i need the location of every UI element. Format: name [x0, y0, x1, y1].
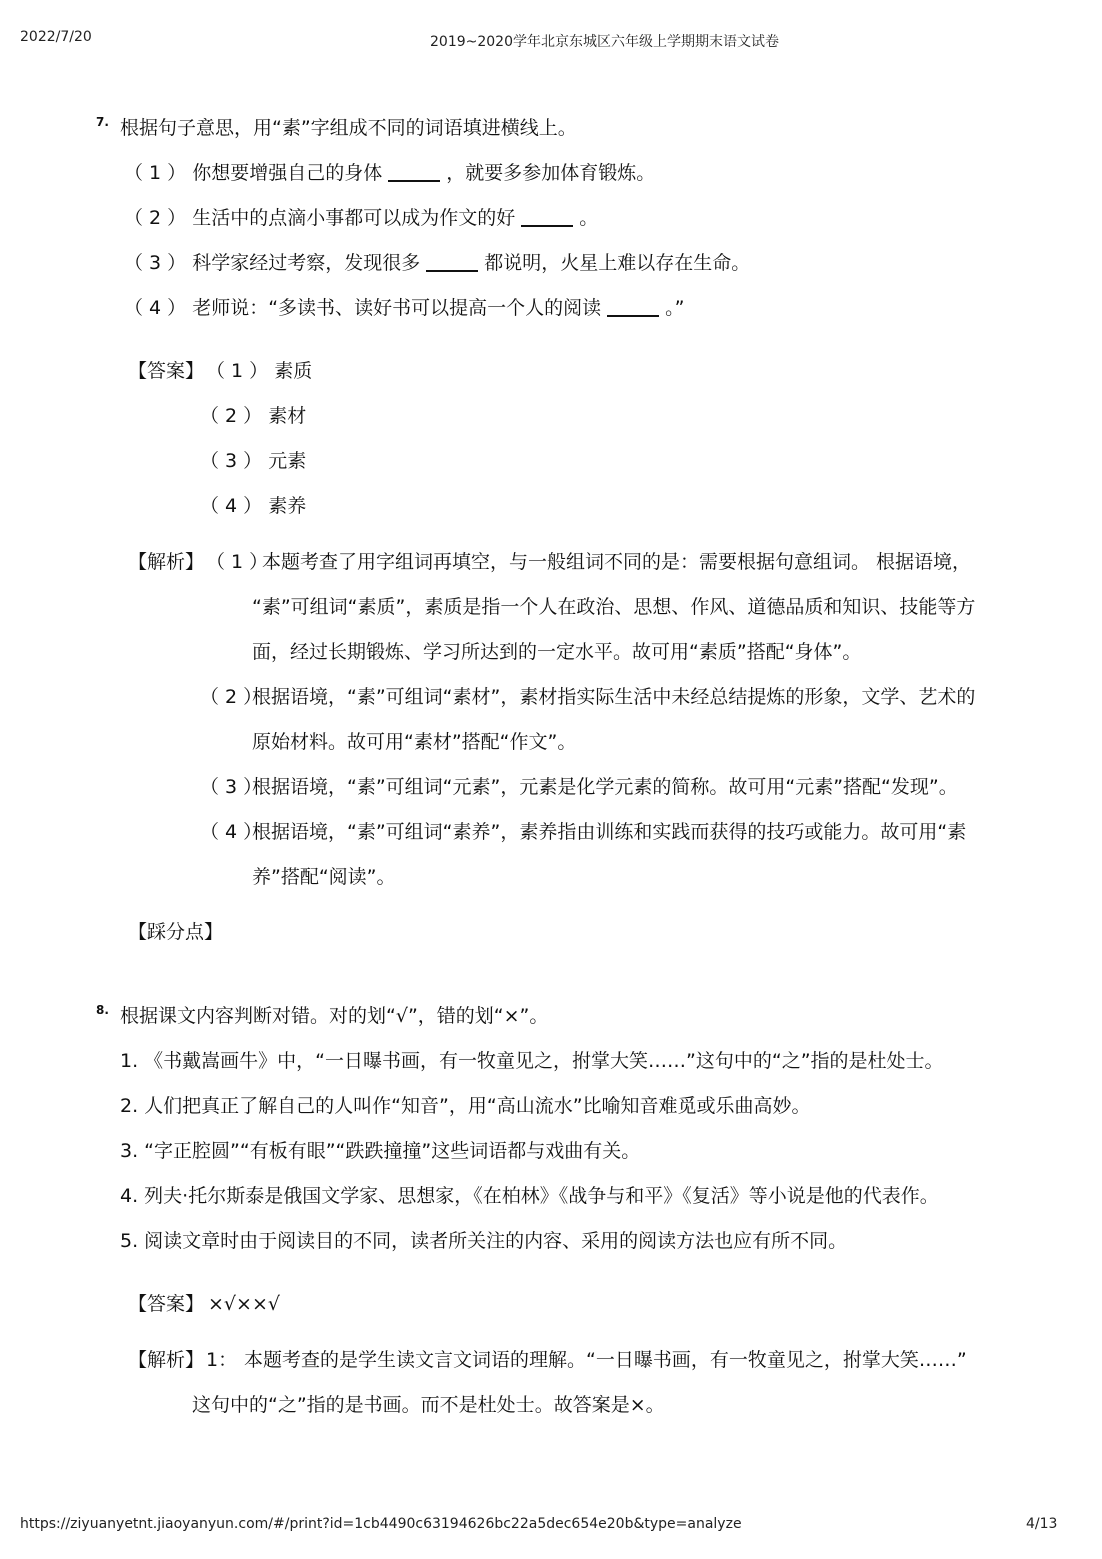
answer-text: 元素	[268, 450, 307, 472]
q7-analysis-4-line-2: 养”搭配“阅读”。	[252, 866, 396, 888]
q8-analysis-label: 【解析】	[128, 1349, 205, 1371]
answer-num: （ 4 ）	[200, 495, 263, 517]
q7-item-1	[124, 164, 655, 183]
q8-item-2: 2. 人们把真正了解自己的人叫作“知音”，用“高山流水”比喻知音难觅或乐曲高妙。	[120, 1095, 811, 1117]
answer-blank	[521, 224, 573, 227]
q7-analysis-4-num: （ 4 ）	[200, 821, 263, 843]
q7-analysis-2-line-1: 根据语境，“素”可组词“素材”，素材指实际生活中未经总结提炼的形象，文学、艺术的	[252, 686, 976, 708]
q7-points-label: 【踩分点】	[128, 921, 224, 943]
q8-analysis-num: 1：	[206, 1349, 238, 1371]
q7-analysis-3-line-1: 根据语境，“素”可组词“元素”，元素是化学元素的简称。故可用“元素”搭配“发现”。	[252, 776, 958, 798]
item-text-after: ，就要多参加体育锻炼。	[446, 162, 656, 184]
q8-stem: 根据课文内容判断对错。对的划“√”，错的划“×”。	[120, 1005, 549, 1027]
answer-blank	[426, 269, 478, 272]
q8-item-5: 5. 阅读文章时由于阅读目的不同，读者所关注的内容、采用的阅读方法也应有所不同。	[120, 1230, 848, 1252]
q7-item-4	[124, 299, 684, 318]
item-text-after: 。”	[665, 297, 685, 319]
item-text-before: 生活中的点滴小事都可以成为作文的好	[192, 207, 516, 229]
item-text-before: 科学家经过考察，发现很多	[192, 252, 421, 274]
footer-url[interactable]: https://ziyuanyetnt.jiaoyanyun.com/#/print?id=1cb4490c63194626bc22a5dec654e20b&type=analyze	[20, 1516, 742, 1532]
q7-answer-1	[206, 362, 312, 381]
q7-analysis-1-line-3: 面，经过长期锻炼、学习所达到的一定水平。故可用“素质”搭配“身体”。	[252, 641, 862, 663]
q8-number: 8.	[96, 1003, 109, 1017]
q7-analysis-4-line-1: 根据语境，“素”可组词“素养”，素养指由训练和实践而获得的技巧或能力。故可用“素	[252, 821, 967, 843]
q7-answer-3	[200, 452, 306, 471]
q7-stem: 根据句子意思，用“素”字组成不同的词语填进横线上。	[120, 117, 577, 139]
q8-analysis-line-1: 本题考查的是学生读文言文词语的理解。“一日曝书画，有一牧童见之，拊掌大笑……”	[244, 1349, 967, 1371]
q8-analysis-line-2: 这句中的“之”指的是书画。而不是杜处士。故答案是×。	[192, 1394, 665, 1416]
answer-num: （ 3 ）	[200, 450, 263, 472]
q8-item-3: 3. “字正腔圆”“有板有眼”“跌跌撞撞”这些词语都与戏曲有关。	[120, 1140, 641, 1162]
item-text-after: 都说明，火星上难以存在生命。	[484, 252, 751, 274]
q7-answer-2	[200, 407, 306, 426]
q7-analysis-label: 【解析】	[128, 551, 205, 573]
q8-item-4: 4. 列夫·托尔斯泰是俄国文学家、思想家，《在柏林》《战争与和平》《复活》等小说是他的代表作。	[120, 1185, 939, 1207]
q7-answer-label: 【答案】	[128, 360, 205, 382]
header-date: 2022/7/20	[20, 29, 92, 45]
item-num: （ 2 ）	[124, 207, 187, 229]
q8-item-1: 1. 《书戴嵩画牛》中，“一日曝书画，有一牧童见之，拊掌大笑……”这句中的“之”指的是杜处士。	[120, 1050, 944, 1072]
q7-analysis-1-num: （ 1 ）	[206, 551, 269, 573]
answer-blank	[388, 179, 440, 182]
q7-answer-4	[200, 497, 306, 516]
answer-text: 素质	[274, 360, 313, 382]
answer-num: （ 1 ）	[206, 360, 269, 382]
q7-number: 7.	[96, 115, 109, 129]
answer-blank	[607, 314, 659, 317]
item-text-after: 。	[579, 207, 599, 229]
q7-item-2	[124, 209, 598, 228]
q7-analysis-1-line-1: 本题考查了用字组词再填空，与一般组词不同的是：需要根据句意组词。 根据语境，	[262, 551, 972, 573]
footer-page-number: 4/13	[1026, 1516, 1058, 1532]
q7-analysis-1-line-2: “素”可组词“素质”，素质是指一个人在政治、思想、作风、道德品质和知识、技能等方	[252, 596, 976, 618]
item-text-before: 老师说：“多读书、读好书可以提高一个人的阅读	[192, 297, 602, 319]
item-num: （ 1 ）	[124, 162, 187, 184]
item-num: （ 4 ）	[124, 297, 187, 319]
answer-num: （ 2 ）	[200, 405, 263, 427]
q8-answer-text: ×√××√	[208, 1293, 280, 1315]
q7-analysis-3-num: （ 3 ）	[200, 776, 263, 798]
q7-analysis-2-num: （ 2 ）	[200, 686, 263, 708]
item-num: （ 3 ）	[124, 252, 187, 274]
item-text-before: 你想要增强自己的身体	[192, 162, 383, 184]
q7-item-3	[124, 254, 750, 273]
header-title: 2019~2020学年北京东城区六年级上学期期末语文试卷	[430, 34, 779, 50]
answer-text: 素材	[268, 405, 307, 427]
q8-answer-label: 【答案】	[128, 1293, 205, 1315]
q7-analysis-2-line-2: 原始材料。故可用“素材”搭配“作文”。	[252, 731, 577, 753]
answer-text: 素养	[268, 495, 307, 517]
